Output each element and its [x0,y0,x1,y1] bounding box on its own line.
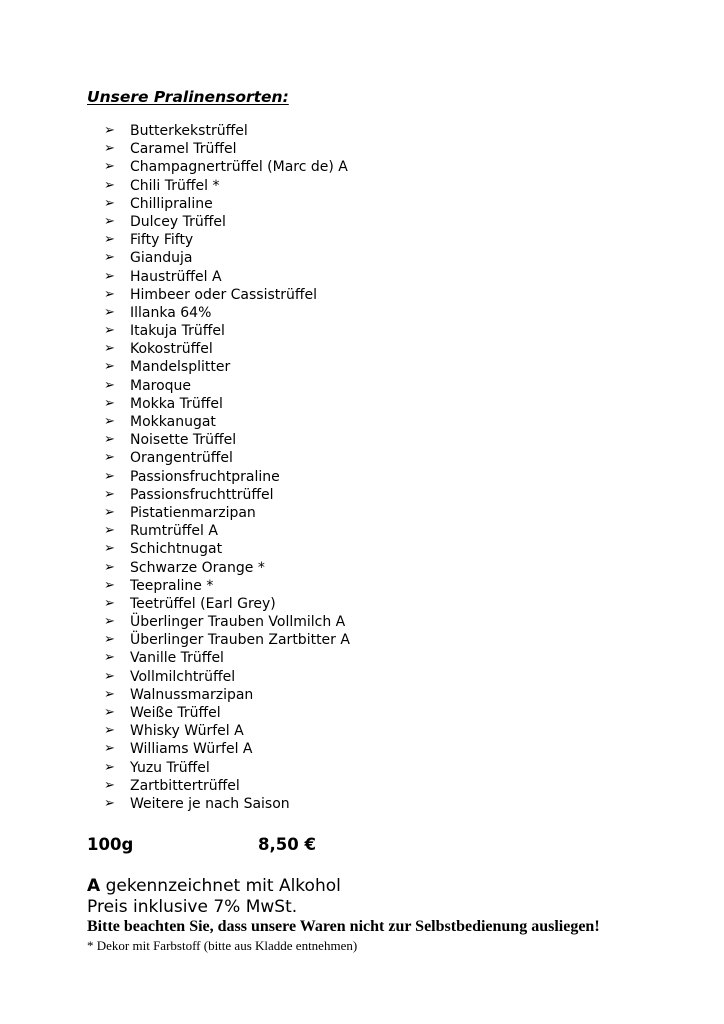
list-item [0,249,724,267]
list-item-label: Passionsfruchttrüffel [130,486,274,503]
list-item-label: Dulcey Trüffel [130,213,226,230]
list-item-label: Williams Würfel A [130,741,253,758]
list-item [0,559,724,577]
price-value: 8,50 € [258,835,316,854]
list-item-label: Walnussmarzipan [130,686,254,703]
list-item [0,504,724,522]
list-item [0,122,724,140]
list-item-label: Weitere je nach Saison [130,795,290,812]
praline-list [0,122,724,813]
list-item [0,140,724,158]
arrowhead-bullet-icon: ➢ [104,686,115,702]
list-item [0,340,724,358]
arrowhead-bullet-icon: ➢ [104,195,115,211]
list-item [0,540,724,558]
arrowhead-bullet-icon: ➢ [104,759,115,775]
arrowhead-bullet-icon: ➢ [104,632,115,648]
list-item [0,213,724,231]
arrowhead-bullet-icon: ➢ [104,668,115,684]
arrowhead-bullet-icon: ➢ [104,159,115,175]
arrowhead-bullet-icon: ➢ [104,777,115,793]
list-item-label: Mokkanugat [130,414,216,430]
list-item-label: Kokostrüffel [130,341,213,358]
list-item [0,286,724,304]
list-item-label: Weiße Trüffel [130,705,221,721]
list-item-label: Caramel Trüffel [130,141,237,158]
list-item [0,195,724,213]
list-item-label: Butterkekstrüffel [130,123,248,139]
list-item-label: Gianduja [130,250,193,267]
list-item [0,668,724,686]
list-item [0,631,724,649]
list-item-label: Himbeer oder Cassistrüffel [130,286,318,303]
arrowhead-bullet-icon: ➢ [104,468,115,484]
arrowhead-bullet-icon: ➢ [104,123,115,138]
list-item-label: Vollmilchtrüffel [130,668,236,685]
arrowhead-bullet-icon: ➢ [104,341,115,357]
alcohol-legend-text: gekennzeichnet mit Alkohol [100,876,341,896]
list-item [0,595,724,613]
arrowhead-bullet-icon: ➢ [104,650,115,666]
list-item-label: Maroque [130,377,192,394]
arrowhead-bullet-icon: ➢ [104,141,115,157]
arrowhead-bullet-icon: ➢ [104,577,115,593]
alcohol-legend [87,875,341,897]
list-item [0,777,724,795]
arrowhead-bullet-icon: ➢ [104,795,115,811]
price-row [0,833,724,857]
arrowhead-bullet-icon: ➢ [104,359,115,375]
list-item [0,613,724,631]
arrowhead-bullet-icon: ➢ [104,377,115,393]
list-item [0,686,724,704]
list-item-label: Schwarze Orange * [130,559,265,576]
list-item-label: Pistatienmarzipan [130,504,256,521]
list-item [0,740,724,758]
page-title: Unsere Pralinensorten: [87,88,289,106]
arrowhead-bullet-icon: ➢ [104,559,115,575]
list-item-label: Vanille Trüffel [130,650,224,667]
list-item [0,522,724,540]
list-item [0,449,724,467]
vat-note: Preis inklusive 7% MwSt. [87,897,298,917]
list-item-label: Illanka 64% [130,304,212,321]
arrowhead-bullet-icon: ➢ [104,504,115,520]
list-item [0,431,724,449]
list-item-label: Fifty Fifty [130,232,194,249]
list-item [0,649,724,667]
arrowhead-bullet-icon: ➢ [104,232,115,248]
dye-footnote: * Dekor mit Farbstoff (bitte aus Kladde entnehmen) [87,938,358,953]
list-item [0,395,724,413]
list-item-label: Mandelsplitter [130,359,231,376]
arrowhead-bullet-icon: ➢ [104,286,115,302]
list-item-label: Haustrüffel A [130,268,222,285]
arrowhead-bullet-icon: ➢ [104,705,115,720]
arrowhead-bullet-icon: ➢ [104,323,115,339]
list-item-label: Whisky Würfel A [130,723,244,740]
list-item [0,158,724,176]
price-weight: 100g [87,835,134,854]
arrowhead-bullet-icon: ➢ [104,304,115,320]
list-item-label: Teepraline * [130,577,214,594]
list-item [0,722,724,740]
arrowhead-bullet-icon: ➢ [104,595,115,611]
list-item [0,486,724,504]
list-item-label: Rumtrüffel A [130,523,218,540]
list-item-label: Schichtnugat [130,541,223,558]
arrowhead-bullet-icon: ➢ [104,614,115,630]
list-item [0,358,724,376]
arrowhead-bullet-icon: ➢ [104,450,115,466]
list-item [0,322,724,340]
list-item [0,468,724,486]
arrowhead-bullet-icon: ➢ [104,523,115,539]
list-item-label: Teetrüffel (Earl Grey) [130,595,276,612]
arrowhead-bullet-icon: ➢ [104,432,115,448]
list-item-label: Noisette Trüffel [130,432,237,449]
list-item [0,577,724,595]
list-item [0,704,724,722]
list-item-label: Chili Trüffel * [130,177,220,194]
arrowhead-bullet-icon: ➢ [104,395,115,411]
arrowhead-bullet-icon: ➢ [104,213,115,229]
list-item [0,413,724,431]
arrowhead-bullet-icon: ➢ [104,486,115,502]
list-item-label: Chillipraline [130,195,213,212]
arrowhead-bullet-icon: ➢ [104,541,115,557]
list-item-label: Zartbittertrüffel [130,777,240,794]
arrowhead-bullet-icon: ➢ [104,741,115,757]
list-item [0,231,724,249]
arrowhead-bullet-icon: ➢ [104,268,115,284]
list-item [0,377,724,395]
list-item-label: Überlinger Trauben Zartbitter A [130,632,350,649]
arrowhead-bullet-icon: ➢ [104,723,115,739]
list-item [0,304,724,322]
arrowhead-bullet-icon: ➢ [104,177,115,193]
arrowhead-bullet-icon: ➢ [104,414,115,429]
list-item [0,759,724,777]
list-item [0,177,724,195]
list-item-label: Passionsfruchtpraline [130,468,280,485]
list-item-label: Überlinger Trauben Vollmilch A [130,614,346,631]
list-item [0,795,724,813]
arrowhead-bullet-icon: ➢ [104,250,115,266]
list-item-label: Itakuja Trüffel [130,323,225,340]
alcohol-mark: A [87,876,101,896]
self-service-notice: Bitte beachten Sie, dass unsere Waren nicht zur Selbstbedienung ausliegen! [87,918,600,935]
list-item [0,268,724,286]
list-item-label: Orangentrüffel [130,450,233,467]
list-item-label: Yuzu Trüffel [130,759,210,776]
list-item-label: Champagnertrüffel (Marc de) A [130,159,348,176]
list-item-label: Mokka Trüffel [130,395,223,412]
